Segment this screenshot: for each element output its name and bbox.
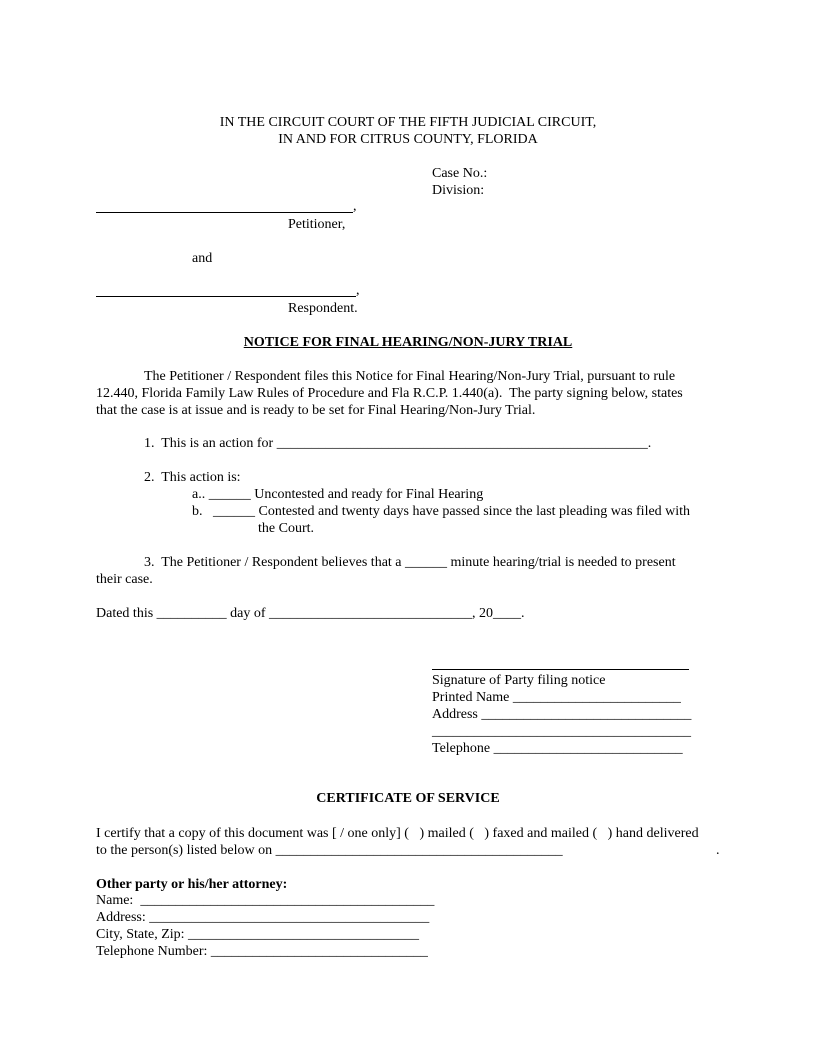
division-label: Division: [432,183,485,198]
petitioner-label: Petitioner, [288,217,346,232]
item-2-label: 2. This action is: [144,470,241,485]
item-2b-contested-line2: the Court. [258,521,314,536]
notice-intro-line2: 12.440, Florida Family Law Rules of Procedure and Fla R.C.P. 1.440(a). The party signing below, states [96,386,683,401]
notice-intro-line1: The Petitioner / Respondent files this Notice for Final Hearing/Non-Jury Trial, pursuant to rule [144,369,676,384]
respondent-name-line [96,296,356,297]
address-line-2: _____________________________________ [432,724,691,739]
respondent-label: Respondent. [288,301,358,316]
other-party-name: Name: __________________________________________ [96,893,435,908]
case-number-label: Case No.: [432,166,488,181]
certificate-line1: I certify that a copy of this document was [ / one only] ( ) mailed ( ) faxed and mailed ( ) hand delivered [96,826,699,841]
court-heading-line2: IN AND FOR CITRUS COUNTY, FLORIDA [278,132,538,147]
item-3-line1: 3. The Petitioner / Respondent believes that a ______ minute hearing/trial is needed to present [144,555,676,570]
certificate-line2-period: . [716,843,720,858]
dated-line: Dated this __________ day of _____________________________, 20____. [96,606,525,621]
item-2b-contested-line1: b. ______ Contested and twenty days have passed since the last pleading was filed with [192,504,691,519]
printed-name-field: Printed Name ________________________ [432,690,681,705]
other-party-city-state-zip: City, State, Zip: _________________________________ [96,927,420,942]
signature-label: Signature of Party filing notice [432,673,606,688]
other-party-telephone: Telephone Number: _______________________________ [96,944,428,959]
respondent-comma: , [356,283,360,298]
other-party-heading: Other party or his/her attorney: [96,877,288,892]
and-label: and [192,251,213,266]
signature-line [432,669,689,670]
petitioner-name-line [96,212,353,213]
telephone-field: Telephone ___________________________ [432,741,683,756]
item-3-line2: their case. [96,572,153,587]
item-2a-uncontested: a.. ______ Uncontested and ready for Final Hearing [192,487,484,502]
item-1-action-for: 1. This is an action for _____________________________________________________. [144,436,652,451]
certificate-line2: to the person(s) listed below on _________________________________________ [96,843,563,858]
court-heading-line1: IN THE CIRCUIT COURT OF THE FIFTH JUDICIAL CIRCUIT, [219,115,597,130]
address-field: Address ______________________________ [432,707,692,722]
other-party-address: Address: ________________________________________ [96,910,430,925]
notice-title: NOTICE FOR FINAL HEARING/NON-JURY TRIAL [243,335,573,350]
notice-intro-line3: that the case is at issue and is ready to be set for Final Hearing/Non-Jury Trial. [96,403,536,418]
petitioner-comma: , [353,199,357,214]
certificate-title: CERTIFICATE OF SERVICE [316,791,500,806]
